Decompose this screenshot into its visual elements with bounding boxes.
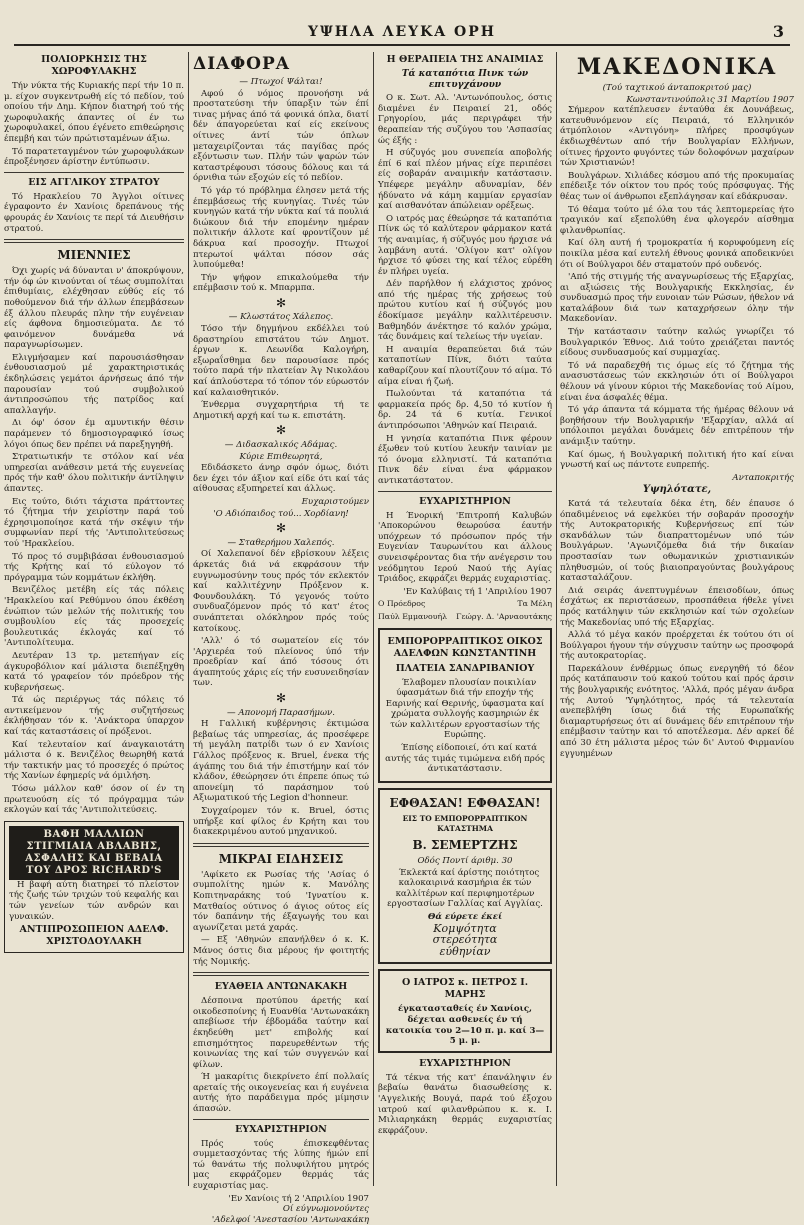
ad-subtitle: ΕΙΣ ΤΟ ΕΜΠΟΡΟΡΡΑΠΤΙΚΟΝ ΚΑΤΑΣΤΗΜΑ [402, 813, 528, 834]
ad-tagline: εύθηνίαν [439, 944, 491, 958]
column-2 [193, 52, 369, 1225]
ad-title: Ο ΙΑΤΡΟΣ κ. ΠΕΤΡΟΣ Ι. ΜΑΡΗΣ [401, 977, 529, 1001]
paragraph: Καί όμως, ή Βουλγαρική πολιτική ήτο καί είναι γνωστή καί ως πάντοτε ευπρεπής. [560, 449, 794, 471]
masthead-title: ΥΨΗΛΑ ΛΕΥΚΑ ΟΡΗ [308, 24, 496, 40]
ad-name: Β. ΣΕΜΕΡΤΖΗΣ [412, 838, 518, 853]
subheadline: Τά καταπότια Πινκ τών επιτυγχάνουν [401, 69, 529, 90]
asterism-icon: ✻ [275, 691, 287, 706]
column-4 [560, 52, 794, 1186]
headline: ΕΙΣ ΑΓΓΛΙΚΟΥ ΣΤΡΑΤΟΥ [28, 176, 160, 188]
column-rule [556, 52, 557, 1186]
divider [193, 843, 369, 847]
subheadline: — Πτωχοί Ψάλται! [239, 77, 323, 87]
column-rule [373, 52, 374, 1186]
paragraph: Πωλούνται τά καταπότια τά φαρμακεία πρός δρ. 4,50 τό κυτίον ή δρ. 24 τά 6 κυτία. Γενικοί άντιπρόσωποι 'Αθηνών καί Πειραιά. [378, 389, 552, 431]
ad-title: ΕΜΠΟΡΟΡΡΑΠΤΙΚΟΣ ΟΙΚΟΣ ΑΔΕΛΦΩΝ ΚΩΝΣΤΑΝΤΙΝΗ [387, 635, 543, 659]
headline: ΜΑΚΕΔΟΝΙΚΑ [576, 54, 778, 80]
signature: Οί εύγνωμονούντες [282, 1204, 369, 1215]
paragraph: Πρός τούς έπισκεφθέντας συμμετασχόντας τής λύπης ήμών επί τώ θανάτω τής πολυφιλήτου μητρός μας εκφράζομεν θερμάς τάς ευχαριστίας μας. [193, 1138, 369, 1192]
paragraph: Παρεκάλουν ένθέρμως όπως ενεργηθή τό δέον πρός κατάπαυσιν τού κακού τούτου καί πρός άρσιν τής βουλγαρικής ενότητος. 'Αλλά, πρός μέγαν άνδρα τής Αυτού 'Υψηλότητος, πρός τά τελευταία ανεπεβλήθη ίσως διά τής Ευρωπαϊκής διαμαρτυρήσεως ότι αί δυνάμεις δέν επιτρέπουν τήν επέμβασιν ταύτην και τό αποτέλεσμα. Δέν αρκεί δέ από 30 έτη μάλιστα μέρος τών δι' Αυτού Φιρμανίου εγγυημένων [560, 663, 794, 759]
ad-footer: ΑΝΤΙΠΡΟΣΩΠΕΙΟΝ ΑΔΕΛΦ. ΧΡΙΣΤΟΔΟΥΛΑΚΗ [19, 924, 169, 948]
subheadline: — Κλωστάτος Χάλεπος. [228, 312, 334, 323]
paragraph: Ο κ. Σωτ. Αλ. 'Αντωνόπουλος, όστις διαμένει έν Πειραιεί 21, οδός Γρηγορίου, μάς περιγράφει τήν θεραπείαν τής συζύγου του 'Ασπασίας ώς έξής : [378, 93, 552, 146]
paragraph: Τό Ηρακλείου 70 Άγγλοι οίτινες έγραφοντο έν Χανίοις δρεπάνους τής φρουράς έν Χανίοις τε περί τά Διευθήσιν στρατού. [4, 191, 184, 234]
paragraph: Εδιδάσκετο άνηρ σφόν όμως, διότι δεν έχει τόν άξιον καί είδε ότι καί τάς αίθουσας εξυπηρετεί και άλλως. [193, 463, 369, 495]
paragraph: Σήμερον κατέπλευσεν ένταύθα έκ Δουνάβεως, κατευθυνόμενον είς Πειραιά, τό Ελληνικόν άτμόπλοιον «Αντιγόνη» πλήρες προσφύγων έκδιωχθέντων από τήν Βουλγαρίαν Ελλήνων, οίτινες ήρχοντο φυγόντες τών δολοφόνων μαχαίρων τών Χριστιανών! [560, 105, 794, 169]
headline: ΕΥΧΑΡΙΣΤΗΡΙΟΝ [235, 1123, 327, 1135]
paragraph: Τήν κατάστασιν ταύτην καλώς γνωρίζει τό Βουλγαρικόν Έθνος. Διά τούτο χρειάζεται παντός είδους συνδυασμούς καί συμμαχίας. [560, 327, 794, 359]
paragraph: Η Γαλλική κυβέρνησις έκτιμώσα βεβαίως τάς υπηρεσίας, άς προσέφερε τή μεγάλη πατρίδι των ό εν Χανίοις Γάλλος πρόξενος κ. Bruel, ένεκα τής άγάπης του διά τήν έπιστήμην καί τόν κλάδον, έθεώρησεν ότι έπρεπε όπως τώ απονείμη τό παράσημον τού Αξιωματικού τής Legion d'honneur. [193, 719, 369, 804]
paragraph: Δέν παρήλθον ή ελάχιστος χρόνος από τής ημέρας τής χρήσεως τού πρώτου κυτίου καί ή σύζυγός μου έδοκίμασε μεγάλην καλλιτέρευσιν. Βαθμηδόν άνέκτησε τό καλόν χρώμα, τάς δυνάμεις καί τελείως τήν υγείαν. [378, 279, 552, 343]
paragraph: Ελιγμήσαμεν καί παρουσιάσθησαν ένθουσιασμού μέ χαρακτηριστικάς έκδηλώσεις γεμάτοι άρνήσεως άπό τήν παρουσίαν τού συμβολικού άντιπροσώπου τής πατρίδος καί απαλλαγήν. [4, 352, 184, 416]
headline: ΠΟΛΙΟΡΚΗΣΙΣ ΤΗΣ ΧΩΡΟΦΥΛΑΚΗΣ [41, 54, 147, 77]
ad-text: Η βαφή αύτη διατηρεί τό πλείστον τής ζωής τών τριχών τού κεφαλής και τών γενείων τών ανδρών και γυναικών. [9, 879, 179, 922]
paragraph: Η γνησία καταπότια Πινκ φέρουν έξωθεν τού κυτίου λευκήν ταινίαν με τό όνομα ελληνιστί. Τά καταπότια Πινκ δέν είναι ένα φάρμακον αντικατάστατον. [378, 433, 552, 486]
ad-address: Οδός Ποντί άριθμ. 30 [417, 856, 513, 867]
column-rule [188, 52, 189, 1186]
paragraph: Τό γάρ άπαντα τά κόμματα τής ήμέρας θέλουν νά βοηθήσουν τήν Βουλγαρικήν 'Εξαρχίαν, αλλά αί υπόλοιποι μεγάλαι δυνάμεις δέν επιτρέπουν τήν ανάμιξιν ταύτην. [560, 405, 794, 447]
signature: Ανταποκριτής [732, 472, 794, 483]
asterism-icon: ✻ [275, 423, 287, 438]
paragraph: Τήν νύκτα τής Κυριακής περί τήν 10 π. μ. είχον συγκεντρωθή είς τό πεδίον, τού οποίου τήν Δημ. Κήπον διατηρή τού τής χωροφυλακής άπαντες οί έν τω χωροφυλακεί, όπου έγένετο επιθεώρησις έπεμβή και τών πρώτισταμένων άξιω. [4, 81, 184, 144]
salutation: Κύριε Επιθεωρητά, [239, 451, 323, 462]
paragraph: Τό προς τό συμβιβάσαι ένθουσιασμού τής Κρήτης καί τό εύλογον τό πρόγραμμα τών κομμάτων έκλήθη. [4, 551, 184, 583]
headline: ΕΥΑΘΕΙΑ ΑΝΤΩΝΑΚΑΚΗ [214, 981, 348, 993]
signature-row: Παύλ Εμμανουήλ Γεώργ. Δ. 'Αρναουτάκης [378, 611, 552, 621]
headline: ΕΥΧΑΡΙΣΤΗΡΙΟΝ [419, 495, 511, 507]
paragraph: Όχι χωρίς νά δύνανται ν' άποκρύψουν, τήν όφ ών κινούνται οί τέως συμπολίται έπιθυμίαις, ελέχθησαν εύθύς είς τό ποθούμενον διά τήν άλλων έπεμβάσεων έξ άλλου πλευράς πλην τήν ευγένειαν είς άφθονα δημοσιεύματα. Δε τό φαινόμενον δυνάμεθα νά παραγνωρίσωμεν. [4, 266, 184, 351]
headline: ΜΙΚΡΑΙ ΕΙΔΗΣΕΙΣ [218, 851, 344, 866]
subheadline: (Τού ταχτικού άνταποκριτού μας) [602, 83, 752, 93]
headline: ΜΙΕΝΝΙΕΣ [57, 248, 131, 263]
ad-tagline: Κομψότητα [433, 921, 497, 935]
paragraph: Τόσω μάλλον καθ' όσον οί έν τη πρωτευούση είς τό πρόγραμμα τών εκλογών καί τάς 'Αντιπολιτεύσεις. [4, 784, 184, 816]
signature-date: 'Εν Χανίοις τή 2 'Απριλίου 1907 [228, 1193, 369, 1204]
column-3 [378, 52, 552, 1186]
subheadline: — Διδασκαλικός Αδάμας. [224, 440, 338, 450]
paragraph: Διά σειράς άνεπτυγμένων έπεισοδίων, όπως έσχάτως εκ περιστάσεων, προσπάθεια ήθελε γίνει πρός κατάληψιν τών εκκλησιών καί τών σχολείων τής Μακεδονίας υπό τής Εξαρχίας. [560, 585, 794, 628]
ad-tagline: στερεότητα [432, 933, 498, 947]
asterism-icon: ✻ [275, 295, 287, 310]
divider [193, 1119, 369, 1120]
ad-title: ΕΦΘΑΣΑΝ! ΕΦΘΑΣΑΝ! [389, 795, 541, 810]
paragraph: Τά τέκνα τής κατ' έπανάληψιν έν βεβαίω θανάτω διασωθείσης κ. 'Αγγελικής Βουγά, παρά τού έξοχου ιατρού καί φιλανθρώπου κ. κ. Ι. Μιλιαρηκάκη θερμάς ευχαριστίας εκφράζουν. [378, 1072, 552, 1136]
paragraph: Τό θέαμα τούτο μέ όλα του τάς λεπτομερείας ήτο τραγικόν καί εξεπολύθη ένα φλογερόν αίσθημα φιλανθρωπίας. [560, 204, 794, 236]
paragraph: Δέσποινα προτύπου άρετής καί οικοδεσποίνης ή Ευανθία 'Αντωνακάκη απεβίωσε τήν έβδομάδα ταύτην καί έκηδεύθη μετ' επιβολής καί επισημότητος παρευρεθέντων τής κοινωνίας της καί τών συγγενών καί φίλων. [193, 996, 369, 1070]
advertisement [4, 821, 184, 953]
paragraph: Ή μακαρίτις διεκρίνετο έπί πολλαίς αρεταίς τής οικογενείας και ή ευγένεια αυτής ήτο παράδειγμα πρός μίμησιν άπασών. [193, 1072, 369, 1115]
paragraph: Εις τούτο, διότι τάχιστα πράττοντες τό ζήτημα τήν χειρίστην παρά τού έχρησιμοποίησε κατά τήν σκέψιν τήν συμφωνίαν περί τής 'Αντιπολιτεύσεως τού 'Ηρακλείου. [4, 496, 184, 549]
paragraph: Βουλγάρων. Χιλιάδες κόσμου από τής προκυμαίας επέδειξε τόν οίκτον του πρός τούς πρόσφυγας. Τής θέας των οί άνθρωποι εξεπλάγησαν καί εδάκρυσαν. [560, 170, 794, 202]
headline: Η ΘΕΡΑΠΕΙΑ ΤΗΣ ΑΝΑΙΜΙΑΣ [386, 54, 544, 65]
ad-title: ΒΑΦΗ ΜΑΛΛΙΩΝ ΣΤΙΓΜΙΑΙΑ ΑΒΛΑΒΗΣ, ΑΣΦΑΛΗΣ ΚΑΙ ΒΕΒΑΙΑ ΤΟΥ ΔΡΟΣ RICHARD'S [9, 826, 179, 880]
divider [193, 972, 369, 976]
signature: 'Ο Αδιόπαιδος τού... Χορδίανη! [213, 508, 349, 519]
paragraph: Συγχαίρομεν τόν κ. Bruel, όστις υπήρξε καί φίλος έν Κρήτη και του διακεκριμένου αυτού μηχανικού. [193, 806, 369, 838]
paragraph: 'Από τής στιγμής τής αναγνωρίσεως τής Εξαρχίας, αι αξιώσεις τής Βουλγαρικής Εκκλησίας, έν συνδυασμώ προς τήν ευνοιαν τών Ρώσων, ήθελον νά καταλάβουν διά των καταχρήσεων όλην τήν Μακεδονίαν. [560, 272, 794, 325]
subheadline: — Απονομή Παρασήμων. [227, 707, 335, 718]
ad-subtitle: ΠΛΑΤΕΙΑ ΣΑΝΔΡΙΒΑΝΙΟΥ [395, 662, 535, 674]
paragraph: Αφού ό νόμος προνοήσηι νά προστατεύσηι τήν ύπαρξιν τών έπί τινας μήνας άπό τά φονικά όπλα, διατί δέν άπαγορεύεται καί είς εκείνους οίτινες άντί τών όπλων μεταχειρίζονται τάς παγίδας πρός εξόντωσιν των. Πλήν τών ψαρών τών καταστρέφουσι τόσους δόλους και τά όρνιθια τών εξοχών είς τό πεδίον. [193, 88, 369, 184]
advertisement [378, 788, 552, 965]
paragraph: Η Ένορική 'Επιτροπή Καλυβών 'Αποκορώνου θεωρούσα έαυτήν υπόχρεων τό πρόσωπον πρός τήν Ευγενίαν Ταυρωνίτου και άλλους συνεισφέροντας δια τήν ανέγερσιν του νεόδμητου Ιερού Ναού τής Αγίας Τριάδος, εκφράζει θερμάς ευχαριστίας. [378, 510, 552, 585]
salutation: Υψηλότατε, [642, 484, 712, 496]
paragraph: Η σύζυγός μου συνεπεία αποβολής έπί 6 καί πλέον μήνας είχε περιπέσει είς σοβαράν αναιμικήν κατάστασιν. Υπέφερε μεγάλην αδυναμίαν, δέν ήδύνατο νά κάμη καμμίαν εργασίαν καί αισθανόταν άπώλειαν ορέξεως. [378, 148, 552, 212]
paragraph: Δι όφ' όσον έμ αμυντικήν θέσιν παράμενεν τό δημοσιογραφικό ίσως λόγοι όπως δεν πρέπει νά παρεξηγηθή. [4, 418, 184, 450]
paragraph: 'Αλλ' ό τό σωματείον είς τόν 'Αρχιερέα τού πλείονος ύπό τήν προεδρίαν καί άπό τόσους ότι άγαπητούς χάρις είς τήν ευσυνειδησίαν των. [193, 636, 369, 689]
signature: Ευχαριστούμεν [301, 496, 369, 507]
dateline: Κωνσταντινούπολις 31 Μαρτίου 1907 [626, 94, 794, 105]
signature-date: 'Εν Καλύβαις τή 1 'Απριλίου 1907 [403, 586, 552, 597]
paragraph: Ένθερμα συγχαρητήρια τή τε Δημοτική αρχή καί τω κ. επιστάτη. [193, 400, 369, 421]
paragraph: Οί Χαλεπανοί δέν εβρίσκουν λέξεις άρκετάς διά νά εκφράσουν τήν ευγνωμοσύνην τους πρός τόν εκλεκτόν καί καλλιτέχνην Πρόξενον κ. Φουνδουλάκη. Τό γεγονός τούτο συνδυαζόμενον πρός τό κατ' έτος συνάπτεται ολόκληρον πρός τούς κατοίκους. [193, 549, 369, 634]
paragraph: Στρατιωτικήν τε στόλον καί νέα υπηρεσίαι ανάθεσιν μετά τής ευγενείας πρός τήν καθ' όλου πολιτικήν άντίληψιν άπαντες. [4, 452, 184, 494]
ad-text: Έκλεκτά καί άρίστης ποιότητος καλοκαιρινά κασμήρια έκ τών καλλίτέρων καί περιφημοτέρων εργοστασίων Γαλλίας καί Αγγλίας. [387, 867, 543, 910]
divider [4, 239, 184, 243]
signature: 'Αδελφοί 'Ανεστασίου 'Αντωνακάκη [211, 1214, 369, 1225]
paragraph: Τά ώς περιέργως τάς πόλεις τό αντικείμενον τής συζητήσεως έκλήθησαν τόν κ. 'Ανάκτορα ύπαρχον καί τάς καταστάσεις οί πρόξενοι. [4, 695, 184, 738]
advertisement [378, 969, 552, 1052]
paragraph: Καί όλη αυτή ή τρομοκρατία ή κορυφούμενη είς ποικίλα μέσα καί ευτελή έθνους φονικά αποδεικνύει ότι οί Βούλγαροι δέν σταματούν πρό ουδενός. [560, 238, 794, 270]
page-number: 3 [772, 22, 784, 41]
signature-row: Ο Πρόεδρος Τα Μέλη [378, 599, 552, 609]
headline: ΕΥΧΑΡΙΣΤΗΡΙΟΝ [419, 1057, 511, 1069]
paragraph: Τήν ψήφον επικαλούμεθα τήν επέμβασιν τού κ. Μπαρμπα. [193, 272, 369, 294]
column-1 [4, 52, 184, 1186]
divider [378, 491, 552, 492]
paragraph: Δευτέραν 13 τρ. μετεπήγαν είς άγκυροβόλιον καί μάλιστα διεπέξηχθη κατά τό γραφείον τόν πρόεδρον τής κυβερνήσεως. [4, 650, 184, 693]
paragraph: Τό παρατεταγμένον τών χωροφυλάκων έπροξένησεν άρίστην έντύπωσιν. [4, 146, 184, 168]
asterism-icon: ✻ [275, 521, 287, 536]
paragraph: Τόσο τήν δηγμήνου εκδέλλει τού δραστηρίου επιστάτου τών Δημοτ. έργων κ. Λεωνίδα Καλογήρη, εξωραΐσθημα δεν παρουσίασε πρός τούτο παρά τήν πλατείαν Άγ Νικολάου καί άπλούστερα τό τόπον τόν εύρωστόν καί καλαισθητικόν. [193, 324, 369, 398]
paragraph: 'Αφίκετο εκ Ρωσίας τής 'Ασίας ό συμπολίτης ημών κ. Μανόλης Κοπιτηναράκης τού 'Ιγνατίου κ. Ματθαίος ούτινος ό άγιος ούτος είς τόν δαπάνην τής έξαγωγής του και αγωνίζεται μετά χαράς. [193, 869, 369, 933]
paragraph: Τό γάρ τό πρόβλημα έλησεν μετά τής έπεμβάσεως τής κυνηγίας. Τινές τών κυνηγών κατά τήν νύκτα καί τά πουλιά διώκουν διά τήν επομένην ημέραν πολιτικήν άλλοτε καί φροντίζουν μέ δάκρυα καί προσοχήν. Πτωχοί πτερωτοί ψάλται πόσον σάς λυπούμεθα! [193, 185, 369, 271]
paragraph: Αλλά τό μέγα κακόν προέρχεται έκ τούτου ότι οί Βούλγαροι ήγουν τήν σύγχυσιν ταύτην ως προσφορά τής αυτοκρατορίας. [560, 630, 794, 662]
advertisement [378, 628, 552, 783]
ad-text: έγκατασταθείς έν Χανίοις, δέχεται ασθενείς έν τή κατοικία του 2—10 π. μ. καί 3—5 μ. μ. [385, 1004, 545, 1047]
paragraph: Ο ιατρός μας έθεώρησε τά καταπότια Πίνκ ώς τό καλύτερον φάρμακον κατά τής αναιμίας, ή σύζυγός μου ήρχισε νά λαμβάνη αυτά. 'Ολίγον κατ' ολίγον ήρχισε τό φύσει της καί τέλος εύρέθη έν πλήρει υγεία. [378, 213, 552, 277]
headline: ΔΙΑΦΟΡΑ [193, 54, 290, 74]
paragraph: Καί τελευταίον καί άναγκαιοτάτη μάλιστα ό κ. Βενιζέλος θεωρηθή κατά τήν τακτικήν μας τό προσεχές ό πρώτος τής Χανίων έφημερίς νά όμιλήση. [4, 739, 184, 782]
divider [4, 172, 184, 173]
ad-text: Έπίσης είδοποιεί, ότι καί κατά αυτής τάς τιμάς τιμώμενα ειδή πρός άντικατάστασιν. [385, 743, 545, 775]
ad-tagline: Θά εύρετε έκεί [427, 912, 503, 922]
paragraph: Κατά τά τελευταία δέκα έτη, δέν έπαυσε ό όπαδιμένειος νά εφελκύει τήν σοβαράν προσοχήν τής Αυτοκρατορικής Κυβερνήσεως επί τών σκανδάλων τών διαπραττομένων υπό τών Βουλγάρων. 'Αγωνιζόμεθα διά τήν δικαίαν προστασίαν των οθωμανικών χριστιανικών πληθυσμών, οί τούς βιαιοπραγούντας βουλγάρους κατασταλάζουν. [560, 498, 794, 584]
paragraph: Η αναιμία θεραπεύεται διά τών καταποτίων Πίνκ, διότι ταύτα καθαρίζουν καί πλουτίζουν τό αίμα. Τό αίμα είναι ή ζωή. [378, 344, 552, 387]
paragraph: Βενιζέλος μετέβη είς τάς πόλεις 'Ηρακλείου καί Ρεθύμνου όπου έκθέση ένώπιον τών μελών τής πολιτικής του συμβουλίου είς τάς προσεχείς βουλευτικάς έκλογάς καί τό 'Αντιπολίτευμα. [4, 585, 184, 649]
paragraph: Τό νά παραδεχθή τις όμως είς τό ζήτημα τής ανασυστάσεως τών εκκλησιών ότι οί Βούλγαροι θέλουν νά γίνουν κύριοι τής Μακεδονίας τού Αίμου, είναι ένα άσφαλές θέμα. [560, 360, 794, 403]
masthead [14, 22, 790, 46]
subheadline: — Σταθερήμου Χαλεπός. [227, 537, 335, 548]
ad-text: Έλαβομεν πλουσίαν ποικιλίαν ύφασμάτων διά τήν εποχήν τής Εαρινής καί Θερινής, ύφασματα καί χρώματα συλλογής κασμηριών έκ τών καλλιτέρων εργοστασίων τής Ευρώπης. [385, 677, 545, 741]
paragraph: — Εξ 'Αθηνών επανήλθεν ό κ. Κ. Μάνος όστις δια μέρους ήν φοιτητής τής Νομικής. [193, 935, 369, 967]
